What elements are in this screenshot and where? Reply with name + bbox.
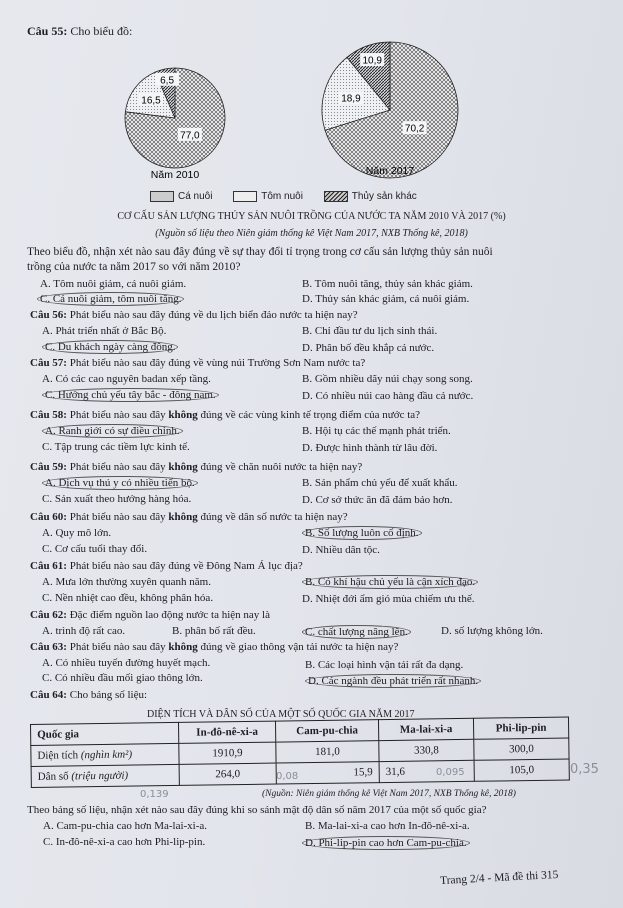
- q55-option-b[interactable]: B. Tôm nuôi tăng, thủy sản khác giảm.: [302, 278, 473, 290]
- q62-option-d[interactable]: D. số lượng không lớn.: [441, 625, 543, 637]
- handwritten-note: 0,139: [140, 789, 169, 800]
- option-b[interactable]: B. Số lượng luôn cố định.: [302, 527, 422, 539]
- diagonal-swatch-icon: [324, 191, 348, 202]
- question-text: Cho biểu đồ:: [70, 24, 133, 38]
- table-row: Diện tích (nghìn km²) 1910,9 181,0 330,8 300,0: [31, 738, 569, 767]
- q64-question: Theo bảng số liệu, nhận xét nào sau đây đúng khi so sánh mật độ dân số năm 2017 của một số quốc gia?: [27, 804, 487, 816]
- question-stem: Câu 61: Phát biểu nào sau đây đúng về Đông Nam Á lục địa?: [30, 560, 303, 572]
- option-a[interactable]: A. Mưa lớn thường xuyên quanh năm.: [42, 576, 211, 588]
- q55-option-c[interactable]: C. Cá nuôi giảm, tôm nuôi tăng.: [40, 293, 184, 305]
- legend-item-ca-nuoi: Cá nuôi: [150, 191, 212, 202]
- q63-option-a[interactable]: A. Có nhiều tuyến đường huyết mạch.: [42, 657, 211, 669]
- option-d[interactable]: D. Nhiều dân tộc.: [302, 544, 380, 556]
- table-header-row: Quốc gia In-đô-nê-xi-a Cam-pu-chia Ma-lai-xi-a Phi-lip-pin: [31, 717, 569, 746]
- question-stem: Câu 57: Phát biểu nào sau đây đúng về vùng núi Trường Sơn Nam nước ta?: [30, 357, 366, 369]
- q55-question-line1: Theo biểu đồ, nhận xét nào sau đây đúng về sự thay đổi tỉ trọng trong cơ cấu sản lượng thủy sản nuôi: [27, 246, 493, 258]
- data-label: 16,5: [141, 95, 161, 107]
- option-d[interactable]: D. Được hình thành từ lâu đời.: [302, 442, 438, 454]
- chart-source: (Nguồn số liệu theo Niên giám thống kê Việt Nam 2017, NXB Thống kê, 2018): [155, 228, 468, 239]
- data-table: [30, 716, 570, 788]
- handwritten-note: 0,08: [276, 771, 299, 782]
- option-a[interactable]: A. Quy mô lớn.: [42, 527, 112, 539]
- q63-stem: Câu 63: Phát biểu nào sau đây không đúng về giao thông vận tải nước ta hiện nay?: [30, 641, 399, 653]
- q62-option-b[interactable]: B. phân bố rất đều.: [172, 625, 256, 637]
- q64-option-d[interactable]: D. Phi-lip-pin cao hơn Cam-pu-chia.: [302, 837, 470, 849]
- option-b[interactable]: B. Hội tụ các thế mạnh phát triển.: [302, 425, 451, 437]
- option-d[interactable]: D. Cơ sở thức ăn đã đảm bảo hơn.: [302, 494, 453, 506]
- data-label: 18,9: [341, 93, 361, 105]
- option-c[interactable]: C. Du khách ngày càng đông.: [42, 341, 178, 353]
- question-stem: Câu 60: Phát biểu nào sau đây không đúng về dân số nước ta hiện nay?: [30, 511, 348, 523]
- option-c[interactable]: C. Nền nhiệt cao đều, không phân hóa.: [42, 592, 214, 604]
- q63-option-b[interactable]: B. Các loại hình vận tải rất đa dạng.: [305, 659, 464, 671]
- option-b[interactable]: B. Sản phẩm chủ yếu để xuất khẩu.: [302, 477, 458, 489]
- table-source: (Nguồn: Niên giám thống kê Việt Nam 2017, NXB Thống kê, 2018): [262, 789, 516, 799]
- q55-option-d[interactable]: D. Thủy sản khác giảm, cá nuôi giảm.: [302, 293, 470, 305]
- dotted-swatch-icon: [233, 191, 257, 202]
- data-label: 77,0: [180, 130, 200, 142]
- chart-title: CƠ CẤU SẢN LƯỢNG THỦY SẢN NUÔI TRỒNG CỦA NƯỚC TA NĂM 2010 VÀ 2017 (%): [117, 211, 506, 222]
- q63-option-d[interactable]: D. Các ngành đều phát triển rất nhanh.: [305, 675, 481, 687]
- question-number: Câu 55:: [27, 24, 68, 38]
- question-stem: Câu 58: Phát biểu nào sau đây không đúng về các vùng kinh tế trọng điểm của nước ta?: [30, 409, 421, 421]
- data-label: 6,5: [160, 75, 175, 87]
- question-number: Câu 56:: [30, 309, 67, 321]
- option-c[interactable]: C. Hướng chủ yếu tây bắc - đông nam.: [42, 389, 219, 401]
- data-label: 10,9: [362, 55, 382, 67]
- page-footer: Trang 2/4 - Mã đề thi 315: [439, 868, 559, 888]
- option-b[interactable]: B. Có khí hậu chủ yếu là cận xích đạo.: [302, 576, 478, 588]
- q55-question-line2: trồng của nước ta năm 2017 so với năm 2010?: [27, 261, 241, 273]
- question-number: Câu 60:: [30, 511, 67, 523]
- question-stem: Câu 59: Phát biểu nào sau đây không đúng về chăn nuôi nước ta hiện nay?: [30, 461, 363, 473]
- option-d[interactable]: D. Có nhiều núi cao hàng đầu cả nước.: [302, 390, 474, 402]
- question-number: Câu 57:: [30, 357, 67, 369]
- pie-charts: [0, 0, 623, 200]
- pie-title: Năm 2010: [150, 169, 200, 181]
- q62-stem: Câu 62: Đặc điểm nguồn lao động nước ta hiện nay là: [30, 609, 270, 621]
- data-label: 70,2: [404, 123, 425, 135]
- q62-option-a[interactable]: A. trình độ rất cao.: [42, 625, 126, 637]
- option-d[interactable]: D. Nhiệt đới ẩm gió mùa chiếm ưu thế.: [302, 593, 475, 605]
- question-number: Câu 59:: [30, 461, 67, 473]
- chart-legend: [150, 191, 417, 202]
- option-c[interactable]: C. Sản xuất theo hướng hàng hóa.: [42, 493, 192, 505]
- option-b[interactable]: B. Chỉ đầu tư du lịch sinh thái.: [302, 325, 438, 337]
- table-row: Dân số (triệu người) 264,0 15,9 31,6 105,0: [31, 759, 569, 788]
- handwritten-note: 0,095: [436, 767, 465, 778]
- option-c[interactable]: C. Cơ cấu tuổi thay đổi.: [42, 543, 148, 555]
- legend-item-tom-nuoi: Tôm nuôi: [233, 191, 303, 202]
- question-stem: Câu 56: Phát biểu nào sau đây đúng về du lịch biển đảo nước ta hiện nay?: [30, 309, 358, 321]
- q64-stem: Câu 64: Cho bảng số liệu:: [30, 689, 148, 701]
- table-title: DIỆN TÍCH VÀ DÂN SỐ CỦA MỘT SỐ QUỐC GIA NĂM 2017: [147, 709, 415, 720]
- q63-option-c[interactable]: C. Có nhiều đầu mối giao thông lớn.: [42, 672, 203, 684]
- legend-item-thuy-san-khac: Thủy sản khác: [324, 191, 417, 202]
- handwritten-note: 0,35: [570, 762, 599, 777]
- q64-option-a[interactable]: A. Cam-pu-chia cao hơn Ma-lai-xi-a.: [43, 820, 208, 832]
- option-a[interactable]: A. Ranh giới có sự điều chỉnh.: [42, 425, 183, 437]
- question-number: Câu 58:: [30, 409, 67, 421]
- cross-hatch-swatch-icon: [150, 191, 174, 202]
- q64-option-b[interactable]: B. Ma-lai-xi-a cao hơn In-đô-nê-xi-a.: [305, 820, 470, 832]
- option-b[interactable]: B. Gồm nhiều dãy núi chạy song song.: [302, 373, 473, 385]
- q64-option-c[interactable]: C. In-đô-nê-xi-a cao hơn Phi-lip-pin.: [43, 836, 206, 848]
- question-number: Câu 61:: [30, 560, 67, 572]
- option-c[interactable]: C. Tập trung các tiềm lực kinh tế.: [42, 441, 190, 453]
- q62-option-c[interactable]: C. chất lượng nâng lên.: [302, 626, 411, 638]
- q55-option-a[interactable]: A. Tôm nuôi giảm, cá nuôi giảm.: [40, 278, 187, 290]
- option-a[interactable]: A. Dịch vụ thú y có nhiều tiến bộ.: [42, 477, 198, 489]
- option-a[interactable]: A. Có các cao nguyên badan xếp tầng.: [42, 373, 211, 385]
- option-d[interactable]: D. Phân bố đều khắp cả nước.: [302, 342, 435, 354]
- pie-title: Năm 2017: [365, 165, 415, 177]
- option-a[interactable]: A. Phát triển nhất ở Bắc Bộ.: [42, 325, 167, 337]
